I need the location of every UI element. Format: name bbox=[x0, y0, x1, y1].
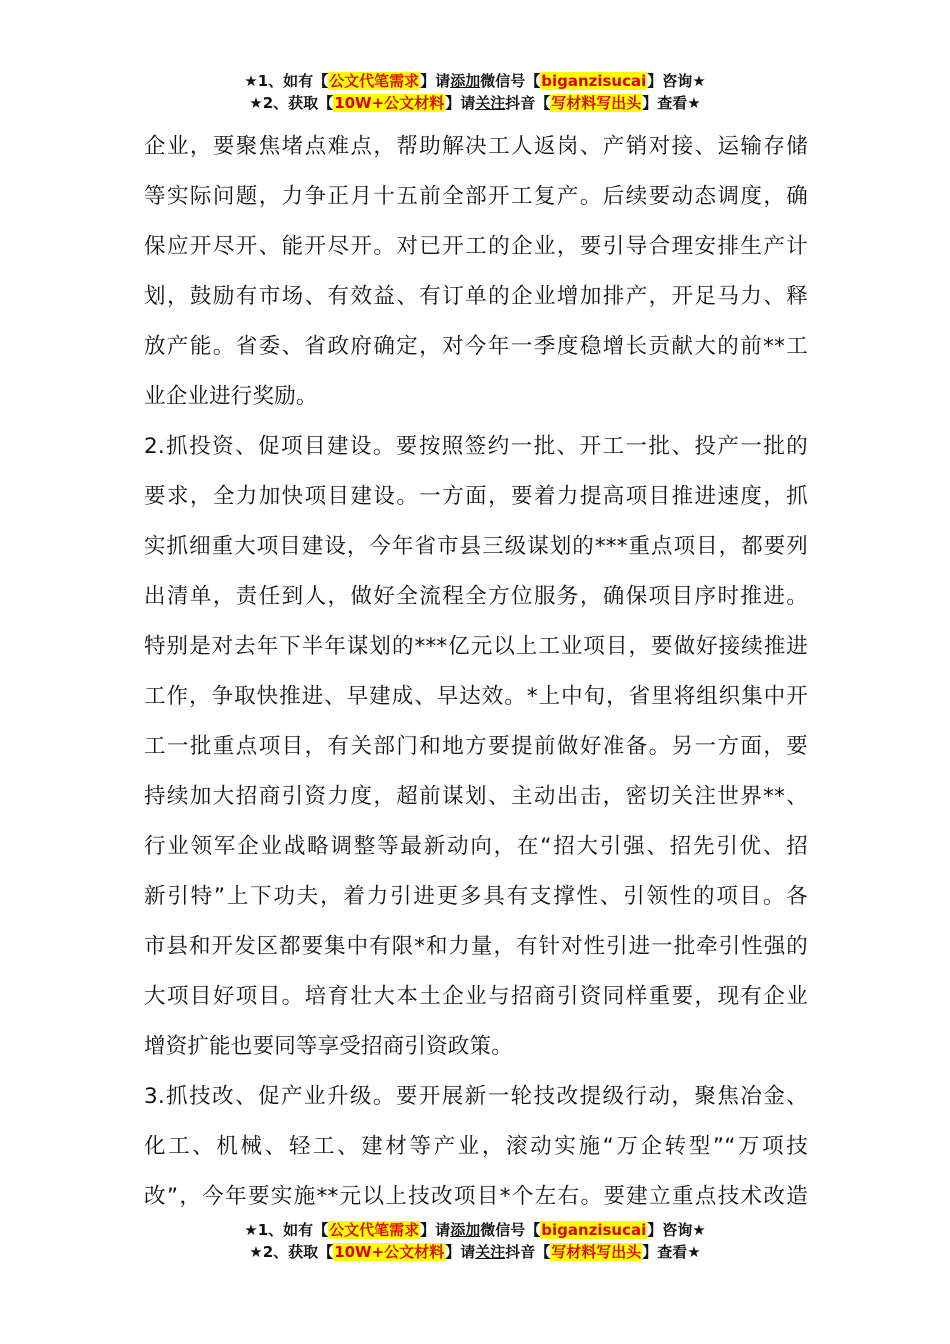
body-line: 划，鼓励有市场、有效益、有订单的企业增加排产，开足马力、释 bbox=[144, 284, 808, 309]
body-line: 企业，要聚焦堵点难点，帮助解决工人返岗、产销对接、运输存储 bbox=[144, 134, 808, 159]
banner-line-1 bbox=[0, 1219, 950, 1241]
body-line: 放产能。省委、省政府确定，对今年一季度稳增长贡献大的前**工 bbox=[144, 334, 808, 359]
footer-banner bbox=[0, 1219, 950, 1263]
banner-text: 】查看★ bbox=[642, 94, 701, 112]
banner-text: 微信号【 bbox=[480, 1221, 541, 1239]
header-banner bbox=[0, 70, 950, 114]
banner-line-2 bbox=[0, 92, 950, 114]
douyin-highlight: 写材料写出头 bbox=[551, 1243, 642, 1261]
highlight-text: 10W+公文材料 bbox=[334, 1243, 445, 1261]
banner-text: 微信号【 bbox=[480, 72, 541, 90]
banner-line-1 bbox=[0, 70, 950, 92]
body-line: 改”，今年要实施**元以上技改项目*个左右。要建立重点技术改造 bbox=[144, 1184, 808, 1209]
body-line: 特别是对去年下半年谋划的***亿元以上工业项目，要做好接续推进 bbox=[144, 634, 808, 659]
banner-text: 】请 bbox=[420, 1221, 451, 1239]
body-line: 工作，争取快推进、早建成、早达效。*上中旬，省里将组织集中开 bbox=[144, 684, 808, 709]
highlight-text: 10W+公文材料 bbox=[334, 94, 445, 112]
body-line: 新引特”上下功夫，着力引进更多具有支撑性、引领性的项目。各 bbox=[144, 884, 808, 909]
banner-text: 抖音【 bbox=[505, 94, 551, 112]
body-line: 保应开尽开、能开尽开。对已开工的企业，要引导合理安排生产计 bbox=[144, 234, 808, 259]
douyin-highlight: 写材料写出头 bbox=[551, 94, 642, 112]
body-line: 行业领军企业战略调整等最新动向，在“招大引强、招先引优、招 bbox=[144, 834, 808, 859]
banner-text: 】查看★ bbox=[642, 1243, 701, 1261]
body-line: 要求，全力加快项目建设。一方面，要着力提高项目推进速度，抓 bbox=[144, 484, 808, 509]
body-line: 持续加大招商引资力度，超前谋划、主动出击，密切关注世界**、 bbox=[144, 784, 808, 809]
banner-text: ★1、如有【 bbox=[244, 72, 329, 90]
banner-text: 】咨询★ bbox=[647, 72, 706, 90]
body-line: 2.抓投资、促项目建设。要按照签约一批、开工一批、投产一批的 bbox=[144, 434, 808, 459]
banner-text: 】请 bbox=[445, 94, 476, 112]
banner-text: ★2、获取【 bbox=[249, 1243, 334, 1261]
body-line: 大项目好项目。培育壮大本土企业与招商引资同样重要，现有企业 bbox=[144, 984, 808, 1009]
banner-text: 】咨询★ bbox=[647, 1221, 706, 1239]
body-line: 市县和开发区都要集中有限*和力量，有针对性引进一批牵引性强的 bbox=[144, 934, 808, 959]
body-line: 实抓细重大项目建设，今年省市县三级谋划的***重点项目，都要列 bbox=[144, 534, 808, 559]
banner-line-2 bbox=[0, 1241, 950, 1263]
banner-text: 抖音【 bbox=[505, 1243, 551, 1261]
underlined-text: 添加 bbox=[450, 72, 481, 90]
highlight-text: 公文代笔需求 bbox=[329, 72, 420, 90]
highlight-text: 公文代笔需求 bbox=[329, 1221, 420, 1239]
underlined-text: 关注 bbox=[475, 1243, 506, 1261]
body-line: 出清单，责任到人，做好全流程全方位服务，确保项目序时推进。 bbox=[144, 584, 808, 609]
underlined-text: 添加 bbox=[450, 1221, 481, 1239]
body-line: 等实际问题，力争正月十五前全部开工复产。后续要动态调度，确 bbox=[144, 184, 808, 209]
wechat-id-highlight: biganzisucai bbox=[541, 1221, 647, 1239]
document-body bbox=[144, 122, 808, 1222]
wechat-id-highlight: biganzisucai bbox=[541, 72, 647, 90]
banner-text: 】请 bbox=[445, 1243, 476, 1261]
body-line: 化工、机械、轻工、建材等产业，滚动实施“万企转型”“万项技 bbox=[144, 1134, 808, 1159]
body-line: 业企业进行奖励。 bbox=[144, 384, 318, 409]
underlined-text: 关注 bbox=[475, 94, 506, 112]
body-line: 3.抓技改、促产业升级。要开展新一轮技改提级行动，聚焦冶金、 bbox=[144, 1084, 808, 1109]
banner-text: ★2、获取【 bbox=[249, 94, 334, 112]
banner-text: ★1、如有【 bbox=[244, 1221, 329, 1239]
body-line: 工一批重点项目，有关部门和地方要提前做好准备。另一方面，要 bbox=[144, 734, 808, 759]
banner-text: 】请 bbox=[420, 72, 451, 90]
body-line: 增资扩能也要同等享受招商引资政策。 bbox=[144, 1034, 513, 1059]
